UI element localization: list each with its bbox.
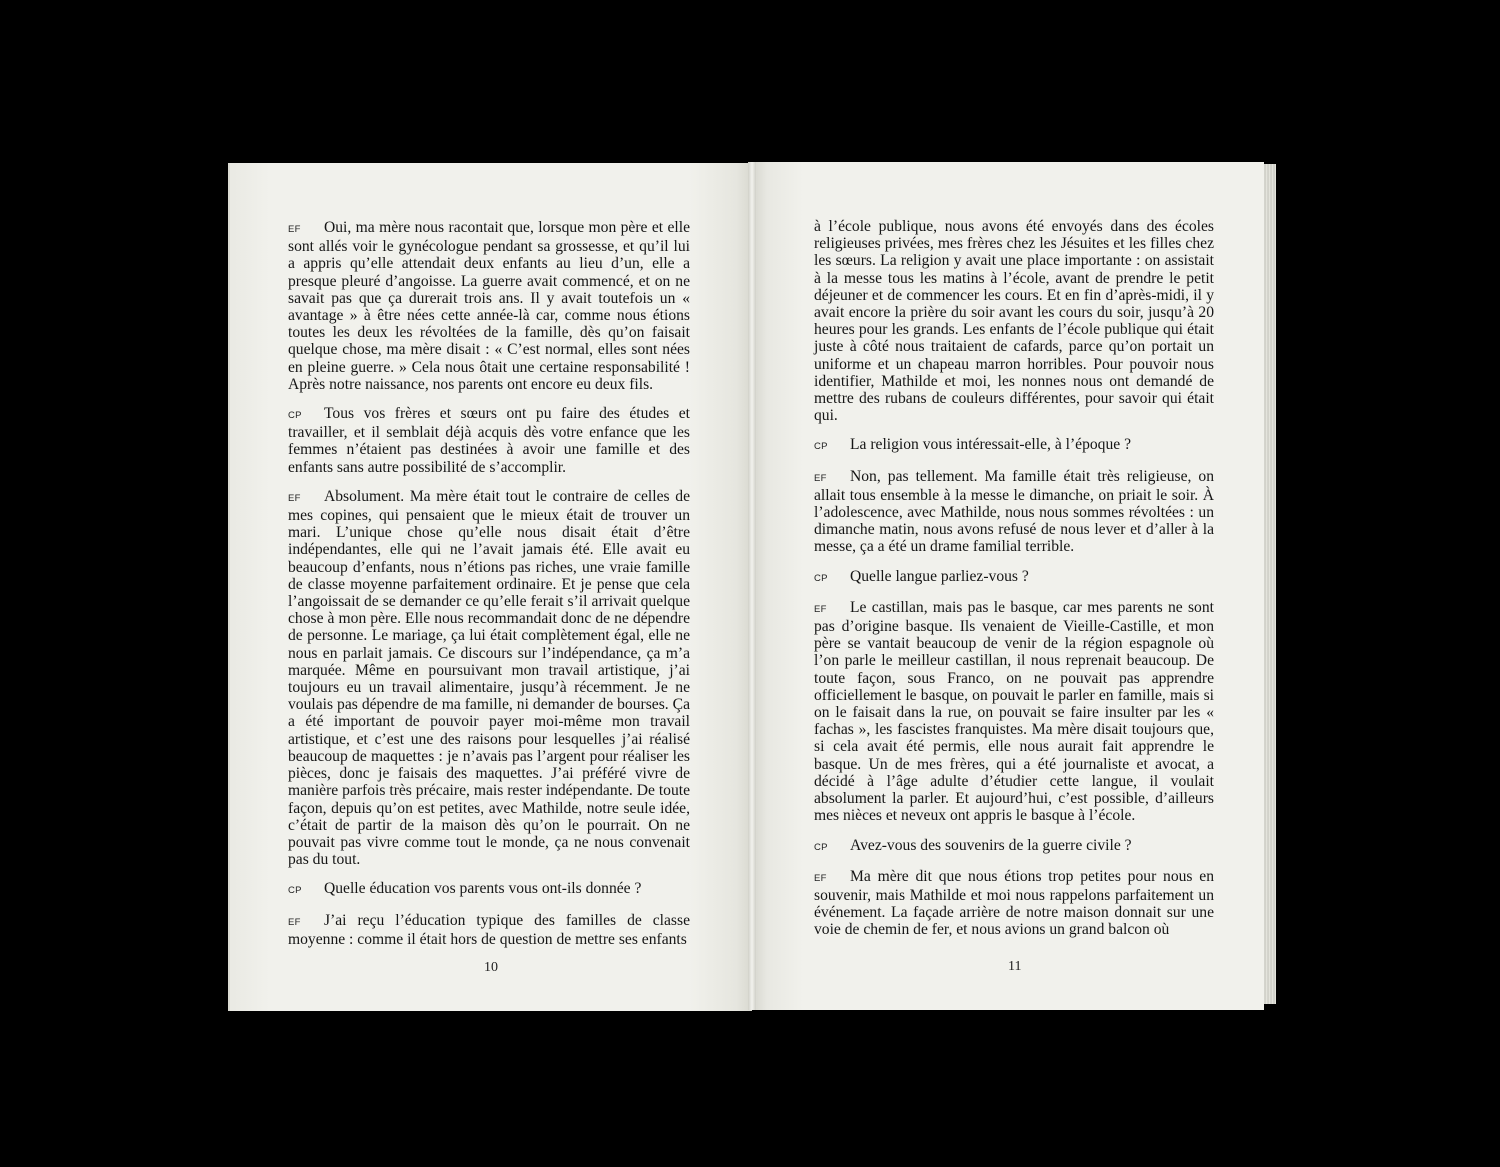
paragraph-text: Ma mère dit que nous étions trop petites pour nous en souvenir, mais Mathilde et moi nous rappelons parfaitement un événement. La façade arrière de notre maison donnait sur une voie de chemin de fer, et nous avions un grand balcon où [814, 867, 1214, 939]
speaker-label: EF [288, 492, 301, 504]
right-page-text [814, 218, 1214, 951]
speaker-label: EF [814, 603, 827, 615]
speaker-label: EF [814, 472, 827, 484]
paragraph [814, 568, 1214, 587]
paragraph [288, 219, 690, 393]
speaker-label: CP [814, 841, 828, 853]
paragraph-text: Quelle langue parliez-vous ? [850, 567, 1029, 585]
paragraph-text: Oui, ma mère nous racontait que, lorsque mon père et elle sont allés voir le gynécologue pendant sa grossesse, et qu’il lui a appris qu’elle attendait deux enfants au lieu d’un, elle a presque pleuré d’angoisse. La guerre avait commencé, et on ne savait pas que ça durerait trois ans. Il y avait toutefois un « avantage » à être nées cette année-là car, comme nous étions toutes les deux les révoltées de la famille, dès qu’on faisait quelque chose, ma mère disait : « C’est normal, elles sont nées en pleine guerre. » Cela nous ôtait une certaine responsabilité ! Après notre naissance, nos parents ont encore eu deux fils. [288, 219, 690, 393]
paragraph-text: Avez-vous des souvenirs de la guerre civile ? [850, 836, 1132, 854]
speaker-label: EF [288, 916, 301, 928]
paragraph [814, 868, 1214, 939]
paragraph [288, 488, 690, 868]
left-page-text [288, 219, 690, 960]
paragraph-continuation: à l’école publique, nous avons été envoyés dans des écoles religieuses privées, mes frères chez les Jésuites et les filles chez les sœurs. La religion y avait une place importante : on assistait à la messe tous les matins à l’école, avant de prendre le petit déjeuner et de commencer les cours. Et en fin d’après-midi, il y avait encore la prière du soir avant les cours du soir, jusqu’à 20 heures pour les grands. Les enfants de l’école publique qui était juste à côté nous traitaient de cafards, parce qu’on portait un uniforme et un chapeau marron horribles. Pour pouvoir nous identifier, Mathilde et moi, les nonnes nous ont demandé de mettre des rubans de couleurs différentes, pour savoir qui était qui. [814, 218, 1214, 425]
speaker-label: CP [814, 572, 828, 584]
paragraph [814, 599, 1214, 825]
paragraph-text: J’ai reçu l’éducation typique des familles de classe moyenne : comme il était hors de question de mettre ses enfants [288, 911, 690, 948]
paragraph-text: La religion vous intéressait-elle, à l’époque ? [850, 436, 1132, 454]
speaker-label: EF [288, 224, 301, 235]
paragraph-text: Absolument. Ma mère était tout le contraire de celles de mes copines, qui pensaient que le mieux était de trouver un mari. L’unique chose qu’elle nous disait était d’être indépendantes, elle qui ne l’avait jamais été. Elle avait eu beaucoup d’enfants, nous n’étions pas riches, une vraie famille de classe moyenne parfaitement ordinaire. Et je pense que cela l’angoissait de se demander ce qu’elle ferait s’il arrivait quelque chose à mon père. Elle nous recommandait donc de ne dépendre de personne. Le mariage, ça lui était complètement égal, elle ne nous en parlait jamais. Ce discours sur l’indépendance, ça m’a marquée. Même en poursuivant mon travail artistique, j’ai toujours eu un travail alimentaire, jusqu’à récemment. Je ne voulais pas dépendre de ma famille, ni demander de bourses. Ça a été important de pouvoir payer moi-même mon travail artistique, et c’est une des raisons pour lesquelles j’ai réalisé beaucoup de maquettes : je n’avais pas l’argent pour réaliser les pièces, donc je faisais des maquettes. J’ai préféré vivre de manière parfois très précaire, mais rester indépendante. De toute façon, depuis qu’on est petites, avec Mathilde, notre seule idée, c’était de partir de la maison dès qu’on le pourrait. On ne pouvait pas vivre comme tout le monde, ça ne nous convenait pas du tout. [288, 487, 690, 869]
paragraph [288, 880, 690, 899]
paragraph [814, 837, 1214, 856]
page-number: 11 [1008, 959, 1022, 974]
paragraph [814, 436, 1214, 455]
book-gutter [748, 162, 756, 1010]
speaker-label: EF [814, 872, 827, 884]
paragraph [814, 468, 1214, 556]
speaker-label: CP [288, 885, 302, 897]
speaker-label: CP [288, 410, 302, 422]
paragraph [288, 405, 690, 476]
right-page [752, 162, 1264, 1010]
page-number: 10 [484, 960, 498, 975]
left-page [228, 163, 752, 1011]
paragraph-text: Tous vos frères et sœurs ont pu faire des études et travailler, et il semblait déjà acquis dès votre enfance que les femmes n’étaient pas destinées à avoir une famille et des enfants sans autre possibilité de s’accomplir. [288, 405, 690, 476]
paragraph-text: Non, pas tellement. Ma famille était très religieuse, on allait tous ensemble à la messe le dimanche, on priait le soir. À l’adolescence, avec Mathilde, nous nous sommes révoltées : un dimanche matin, nous avons refusé de nous lever et d’aller à la messe, ça a été un drame familial terrible. [814, 467, 1214, 556]
page-edges [1262, 164, 1276, 1004]
paragraph [288, 912, 690, 948]
speaker-label: CP [814, 441, 828, 453]
paragraph-text: Le castillan, mais pas le basque, car mes parents ne sont pas d’origine basque. Ils venaient de Vieille-Castille, et mon père se vantait beaucoup de venir de la région espagnole où l’on parle le meilleur castillan, il nous reprenait beaucoup. De toute façon, sous Franco, on ne pouvait pas apprendre officiellement le basque, on pouvait le parler en famille, mais si on le faisait dans la rue, on pouvait se faire insulter par les « fachas », les fascistes franquistes. Ma mère disait toujours que, si cela avait été permis, elle nous aurait fait apprendre le basque. Un de mes frères, qui a été journaliste et avocat, a décidé à l’âge adulte d’étudier cette langue, il voulait absolument la parler. Et aujourd’hui, c’est possible, d’ailleurs mes nièces et neveux ont appris le basque à l’école. [814, 598, 1214, 825]
paragraph-text: Quelle éducation vos parents vous ont-ils donnée ? [324, 880, 642, 898]
